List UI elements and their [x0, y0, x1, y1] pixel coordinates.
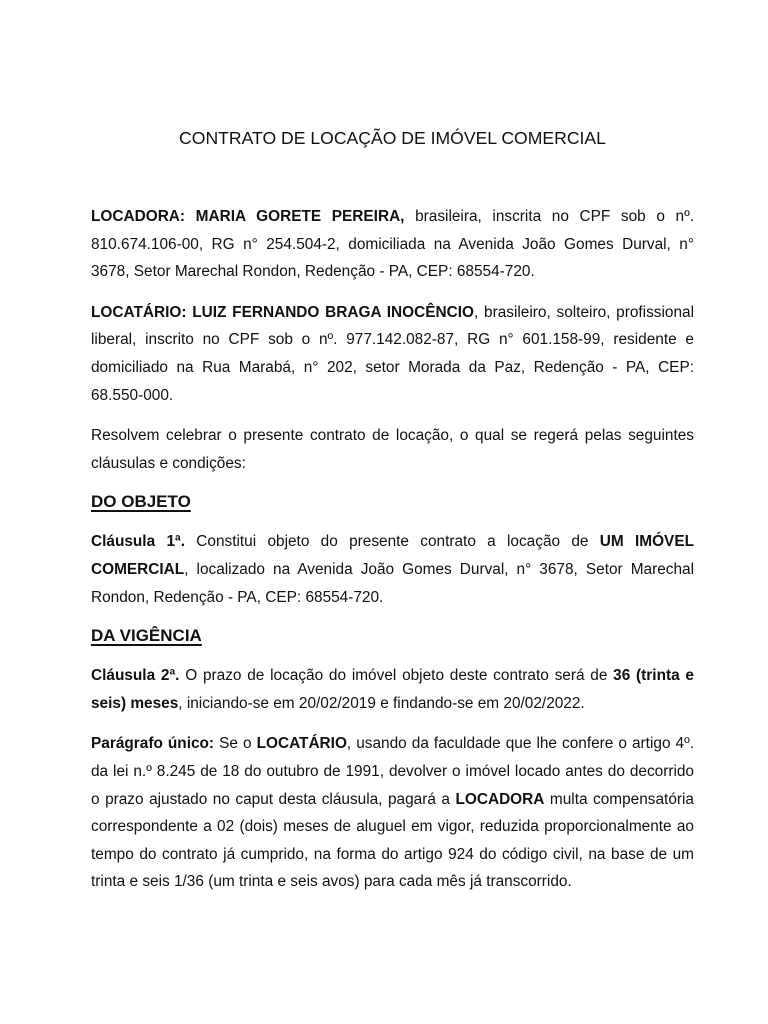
single-paragraph-text-3: multa compensatória correspondente a 02 (dois) meses de aluguel em vigor, reduzida proporcionalmente ao tempo do contrato já cumprido, na forma do artigo 924 do código civil, na base de um trinta e seis 1/36 (um trinta e seis avos) para cada mês já transcorrido.	[91, 790, 694, 891]
clause-two-text-before: O prazo de locação do imóvel objeto deste contrato será de	[179, 667, 614, 685]
locatario-paragraph	[91, 299, 694, 409]
locadora-paragraph	[91, 203, 694, 286]
single-paragraph-locadora: LOCADORA	[455, 790, 545, 808]
intro-paragraph: Resolvem celebrar o presente contrato de locação, o qual se regerá pelas seguintes cláusulas e condições:	[91, 427, 694, 472]
contract-content	[91, 126, 694, 896]
locadora-name: MARIA GORETE PEREIRA,	[195, 208, 405, 225]
single-paragraph-label: Parágrafo único:	[91, 735, 215, 753]
clause-one-object: UM IMÓVEL COMERCIAL	[91, 533, 694, 578]
clause-one-text-after: , localizado na Avenida João Gomes Durval, n° 3678, Setor Marechal Rondon, Redenção - PA, CEP: 68554-720.	[91, 560, 694, 606]
locatario-label: LOCATÁRIO:	[91, 303, 187, 321]
single-paragraph-text-2: , usando da faculdade que lhe confere o artigo 4º. da lei n.º 8.245 de 18 do outubro de 1991, devolver o imóvel locado antes do decorrido o prazo ajustado no caput desta cláusula, pagará a	[91, 735, 694, 808]
clause-two-duration: 36 (trinta e seis) meses	[91, 667, 694, 712]
document-title: CONTRATO DE LOCAÇÃO DE IMÓVEL COMERCIAL	[179, 128, 606, 148]
locadora-label: LOCADORA:	[91, 208, 186, 225]
single-paragraph-locatario: LOCATÁRIO	[256, 735, 347, 753]
clause-one-paragraph	[91, 528, 694, 611]
single-paragraph-text-1: Se o	[214, 735, 257, 753]
clause-two-label: Cláusula 2ª.	[91, 667, 180, 685]
clause-one-text-before: Constitui objeto do presente contrato a locação de	[184, 533, 600, 551]
locatario-details: , brasileiro, solteiro, profissional liberal, inscrito no CPF sob o nº. 977.142.082-87, RG n° 601.158-99, residente e domiciliado na Rua Marabá, n° 202, setor Morada da Paz, Redenção - PA, CEP: 68.550-000.	[91, 303, 695, 404]
clause-one-label: Cláusula 1ª.	[91, 533, 185, 551]
section-heading-vigencia: DA VIGÊNCIA	[91, 626, 202, 646]
section-heading-objeto: DO OBJETO	[91, 492, 191, 512]
clause-two-paragraph	[91, 662, 694, 717]
locatario-name: LUIZ FERNANDO BRAGA INOCÊNCIO	[192, 303, 474, 321]
clause-two-text-after: , iniciando-se em 20/02/2019 e findando-se em 20/02/2022.	[178, 694, 585, 712]
single-paragraph	[91, 730, 694, 896]
locadora-details: brasileira, inscrita no CPF sob o nº. 810.674.106-00, RG n° 254.504-2, domiciliada na Avenida João Gomes Durval, n° 3678, Setor Marechal Rondon, Redenção - PA, CEP: 68554-720.	[91, 208, 694, 281]
